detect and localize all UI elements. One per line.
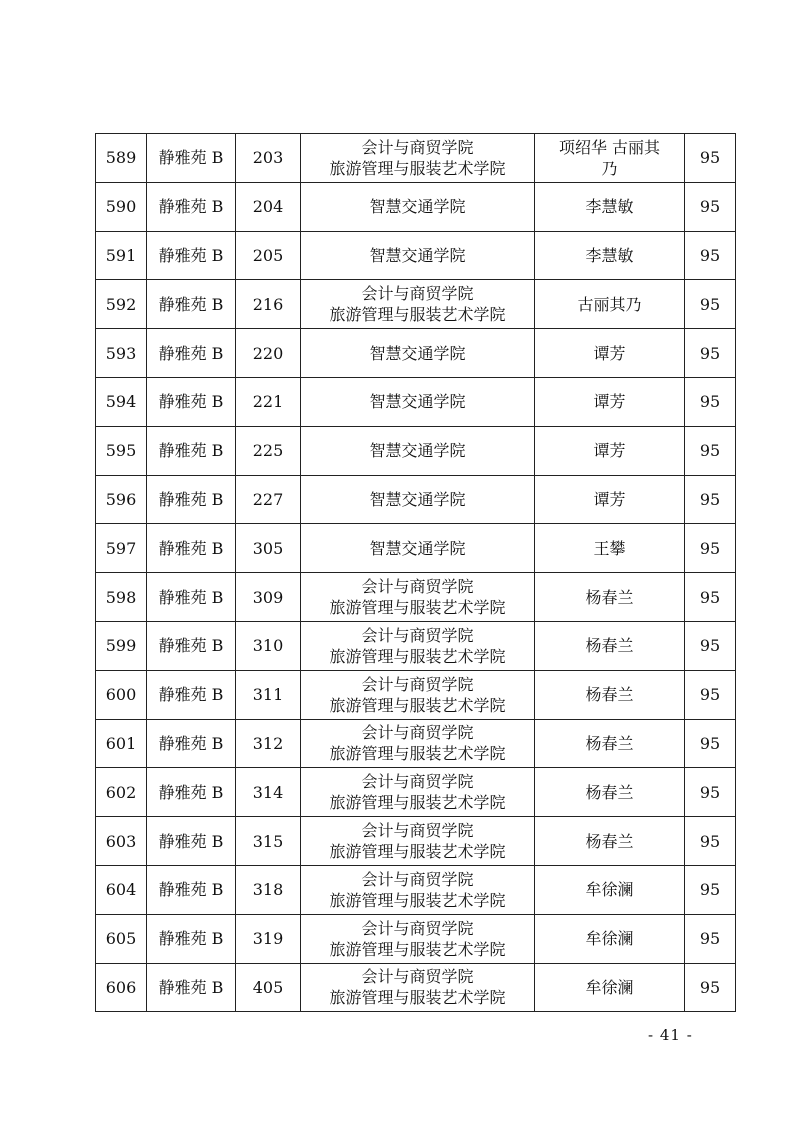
room-number-cell: 405 <box>236 963 301 1012</box>
college-line: 旅游管理与服装艺术学院 <box>329 890 506 910</box>
room-number-cell: 310 <box>236 621 301 670</box>
score-cell: 95 <box>685 670 736 719</box>
building-cell: 静雅苑 B <box>147 377 236 426</box>
inspector-name-cell <box>535 182 685 231</box>
table-row <box>96 914 736 963</box>
inspector-name-cell <box>535 475 685 524</box>
room-number-cell: 319 <box>236 914 301 963</box>
college-cell <box>301 426 535 475</box>
row-number-cell: 589 <box>96 134 147 183</box>
building-cell: 静雅苑 B <box>147 621 236 670</box>
college-cell <box>301 817 535 866</box>
inspector-name-line: 李慧敏 <box>585 197 634 217</box>
college-cell <box>301 573 535 622</box>
room-number-cell: 225 <box>236 426 301 475</box>
inspector-name-line: 古丽其乃 <box>577 294 642 314</box>
score-cell: 95 <box>685 719 736 768</box>
building-cell: 静雅苑 B <box>147 719 236 768</box>
college-line: 智慧交通学院 <box>369 245 466 265</box>
inspector-name-line: 杨春兰 <box>585 685 634 705</box>
college-cell <box>301 670 535 719</box>
row-number-cell: 599 <box>96 621 147 670</box>
college-cell <box>301 963 535 1012</box>
dormitory-score-table <box>95 133 736 1012</box>
table-row <box>96 231 736 280</box>
college-cell <box>301 768 535 817</box>
room-number-cell: 315 <box>236 817 301 866</box>
college-cell <box>301 329 535 378</box>
building-cell: 静雅苑 B <box>147 426 236 475</box>
room-number-cell: 205 <box>236 231 301 280</box>
inspector-name-cell <box>535 817 685 866</box>
college-line: 旅游管理与服装艺术学院 <box>329 842 506 862</box>
room-number-cell: 203 <box>236 134 301 183</box>
building-cell: 静雅苑 B <box>147 914 236 963</box>
table-row <box>96 573 736 622</box>
college-line: 旅游管理与服装艺术学院 <box>329 158 506 178</box>
college-cell <box>301 377 535 426</box>
table-body <box>96 134 736 1012</box>
college-line: 旅游管理与服装艺术学院 <box>329 744 506 764</box>
college-cell <box>301 524 535 573</box>
row-number-cell: 594 <box>96 377 147 426</box>
score-cell: 95 <box>685 231 736 280</box>
row-number-cell: 601 <box>96 719 147 768</box>
building-cell: 静雅苑 B <box>147 670 236 719</box>
score-cell: 95 <box>685 329 736 378</box>
college-cell <box>301 231 535 280</box>
row-number-cell: 600 <box>96 670 147 719</box>
room-number-cell: 305 <box>236 524 301 573</box>
college-cell <box>301 914 535 963</box>
college-line: 会计与商贸学院 <box>361 723 474 743</box>
building-cell: 静雅苑 B <box>147 329 236 378</box>
inspector-name-cell <box>535 573 685 622</box>
college-cell <box>301 182 535 231</box>
college-line: 会计与商贸学院 <box>361 772 474 792</box>
inspector-name-cell <box>535 621 685 670</box>
inspector-name-line: 杨春兰 <box>585 636 634 656</box>
score-cell: 95 <box>685 134 736 183</box>
college-line: 智慧交通学院 <box>369 538 466 558</box>
college-line: 智慧交通学院 <box>369 489 466 509</box>
score-cell: 95 <box>685 914 736 963</box>
inspector-name-line: 牟徐澜 <box>585 929 634 949</box>
row-number-cell: 604 <box>96 865 147 914</box>
table-row <box>96 621 736 670</box>
score-cell: 95 <box>685 621 736 670</box>
table-row <box>96 670 736 719</box>
college-line: 智慧交通学院 <box>369 441 466 461</box>
row-number-cell: 602 <box>96 768 147 817</box>
inspector-name-line: 王攀 <box>593 538 626 558</box>
building-cell: 静雅苑 B <box>147 231 236 280</box>
college-line: 旅游管理与服装艺术学院 <box>329 646 506 666</box>
row-number-cell: 598 <box>96 573 147 622</box>
table-row <box>96 377 736 426</box>
row-number-cell: 595 <box>96 426 147 475</box>
inspector-name-line: 乃 <box>601 158 618 178</box>
row-number-cell: 606 <box>96 963 147 1012</box>
score-cell: 95 <box>685 182 736 231</box>
college-line: 旅游管理与服装艺术学院 <box>329 793 506 813</box>
score-cell: 95 <box>685 280 736 329</box>
room-number-cell: 309 <box>236 573 301 622</box>
inspector-name-line: 杨春兰 <box>585 782 634 802</box>
page-number: - 41 - <box>648 1026 693 1044</box>
building-cell: 静雅苑 B <box>147 280 236 329</box>
score-cell: 95 <box>685 426 736 475</box>
inspector-name-cell <box>535 377 685 426</box>
row-number-cell: 603 <box>96 817 147 866</box>
college-line: 会计与商贸学院 <box>361 625 474 645</box>
college-line: 会计与商贸学院 <box>361 137 474 157</box>
table-row <box>96 280 736 329</box>
score-cell: 95 <box>685 573 736 622</box>
room-number-cell: 318 <box>236 865 301 914</box>
inspector-name-line: 杨春兰 <box>585 831 634 851</box>
inspector-name-cell <box>535 963 685 1012</box>
inspector-name-line: 项绍华 古丽其 <box>558 137 661 157</box>
inspector-name-cell <box>535 865 685 914</box>
room-number-cell: 204 <box>236 182 301 231</box>
row-number-cell: 605 <box>96 914 147 963</box>
room-number-cell: 312 <box>236 719 301 768</box>
score-cell: 95 <box>685 524 736 573</box>
score-cell: 95 <box>685 377 736 426</box>
college-line: 智慧交通学院 <box>369 197 466 217</box>
college-line: 旅游管理与服装艺术学院 <box>329 598 506 618</box>
row-number-cell: 592 <box>96 280 147 329</box>
table-row <box>96 134 736 183</box>
room-number-cell: 220 <box>236 329 301 378</box>
inspector-name-cell <box>535 426 685 475</box>
table-row <box>96 475 736 524</box>
inspector-name-line: 谭芳 <box>593 392 626 412</box>
inspector-name-cell <box>535 231 685 280</box>
building-cell: 静雅苑 B <box>147 182 236 231</box>
college-cell <box>301 280 535 329</box>
inspector-name-line: 杨春兰 <box>585 587 634 607</box>
row-number-cell: 597 <box>96 524 147 573</box>
inspector-name-line: 杨春兰 <box>585 733 634 753</box>
inspector-name-line: 谭芳 <box>593 489 626 509</box>
table-row <box>96 865 736 914</box>
inspector-name-line: 牟徐澜 <box>585 880 634 900</box>
room-number-cell: 227 <box>236 475 301 524</box>
college-line: 旅游管理与服装艺术学院 <box>329 305 506 325</box>
college-line: 会计与商贸学院 <box>361 869 474 889</box>
score-cell: 95 <box>685 768 736 817</box>
row-number-cell: 596 <box>96 475 147 524</box>
score-cell: 95 <box>685 963 736 1012</box>
building-cell: 静雅苑 B <box>147 963 236 1012</box>
row-number-cell: 590 <box>96 182 147 231</box>
score-cell: 95 <box>685 817 736 866</box>
room-number-cell: 216 <box>236 280 301 329</box>
building-cell: 静雅苑 B <box>147 134 236 183</box>
inspector-name-line: 谭芳 <box>593 441 626 461</box>
row-number-cell: 593 <box>96 329 147 378</box>
inspector-name-cell <box>535 329 685 378</box>
college-line: 智慧交通学院 <box>369 392 466 412</box>
college-line: 会计与商贸学院 <box>361 821 474 841</box>
row-number-cell: 591 <box>96 231 147 280</box>
score-cell: 95 <box>685 865 736 914</box>
college-line: 会计与商贸学院 <box>361 577 474 597</box>
college-line: 会计与商贸学院 <box>361 918 474 938</box>
inspector-name-cell <box>535 719 685 768</box>
score-cell: 95 <box>685 475 736 524</box>
college-line: 会计与商贸学院 <box>361 967 474 987</box>
college-cell <box>301 621 535 670</box>
room-number-cell: 311 <box>236 670 301 719</box>
room-number-cell: 221 <box>236 377 301 426</box>
table-row <box>96 426 736 475</box>
table-row <box>96 182 736 231</box>
inspector-name-cell <box>535 280 685 329</box>
table-row <box>96 524 736 573</box>
inspector-name-cell <box>535 768 685 817</box>
college-cell <box>301 475 535 524</box>
inspector-name-cell <box>535 134 685 183</box>
college-cell <box>301 719 535 768</box>
college-cell <box>301 134 535 183</box>
college-line: 会计与商贸学院 <box>361 284 474 304</box>
table-row <box>96 719 736 768</box>
building-cell: 静雅苑 B <box>147 475 236 524</box>
building-cell: 静雅苑 B <box>147 768 236 817</box>
building-cell: 静雅苑 B <box>147 524 236 573</box>
inspector-name-line: 牟徐澜 <box>585 977 634 997</box>
table-row <box>96 329 736 378</box>
college-line: 旅游管理与服装艺术学院 <box>329 988 506 1008</box>
building-cell: 静雅苑 B <box>147 817 236 866</box>
table-row <box>96 963 736 1012</box>
room-number-cell: 314 <box>236 768 301 817</box>
inspector-name-line: 李慧敏 <box>585 245 634 265</box>
college-line: 会计与商贸学院 <box>361 674 474 694</box>
inspector-name-cell <box>535 914 685 963</box>
inspector-name-cell <box>535 524 685 573</box>
table-row <box>96 817 736 866</box>
building-cell: 静雅苑 B <box>147 865 236 914</box>
building-cell: 静雅苑 B <box>147 573 236 622</box>
college-line: 旅游管理与服装艺术学院 <box>329 695 506 715</box>
table-row <box>96 768 736 817</box>
college-line: 旅游管理与服装艺术学院 <box>329 939 506 959</box>
inspector-name-line: 谭芳 <box>593 343 626 363</box>
college-cell <box>301 865 535 914</box>
inspector-name-cell <box>535 670 685 719</box>
college-line: 智慧交通学院 <box>369 343 466 363</box>
